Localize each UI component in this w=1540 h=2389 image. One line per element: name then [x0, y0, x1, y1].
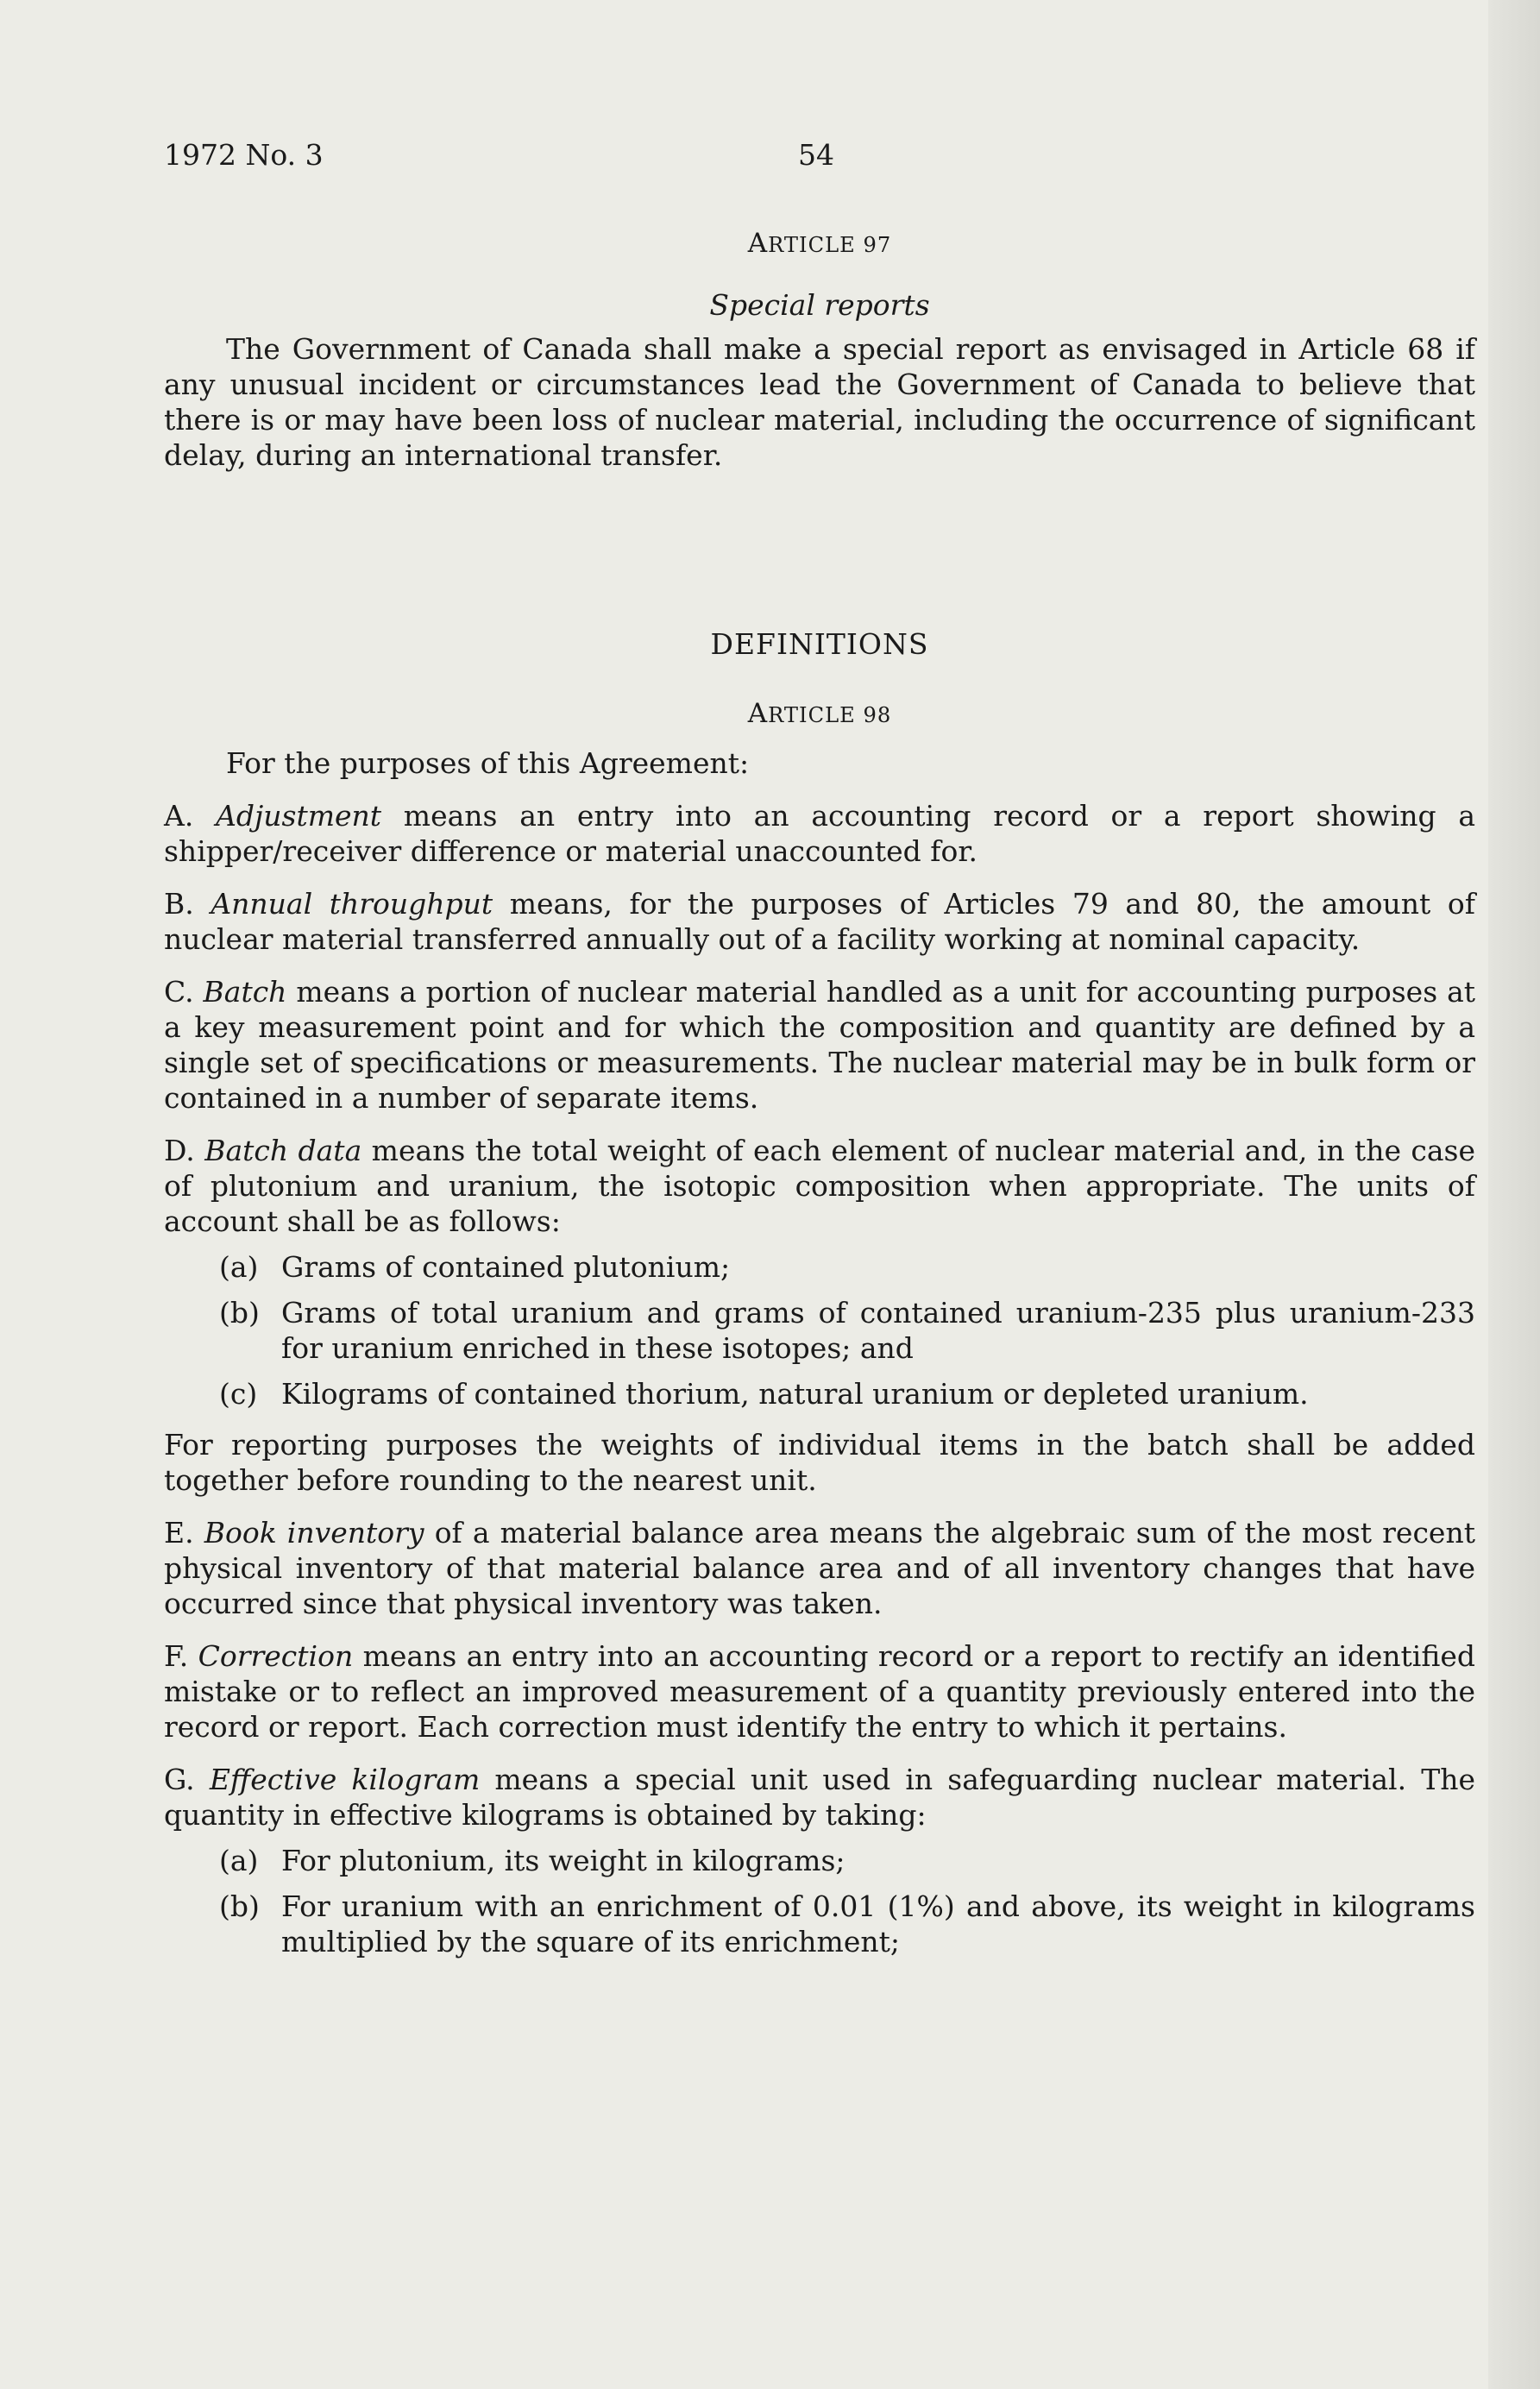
definition-f — [164, 1638, 1475, 1745]
definition-letter: E. — [164, 1516, 194, 1550]
subitem-text: For uranium with an enrichment of 0.01 (1%) and above, its weight in kilograms multiplied by the square of its enrichment; — [281, 1889, 1475, 1958]
definition-e — [164, 1515, 1475, 1621]
subitem-text: Grams of contained plutonium; — [281, 1250, 731, 1284]
subitem-text: Grams of total uranium and grams of contained uranium-235 plus uranium-233 for uranium enriched in these isotopes; and — [281, 1296, 1475, 1365]
definition-g-subitem-a — [164, 1843, 1475, 1878]
definition-text: means the total weight of each element of nuclear material and, in the case of plutonium and uranium, the isotopic composition when appropriate. The units of account shall be as follows: — [164, 1134, 1475, 1238]
definition-letter: D. — [164, 1134, 195, 1167]
definition-g — [164, 1762, 1475, 1833]
definition-text: of a material balance area means the algebraic sum of the most recent physical inventory of that material balance area and of all inventory changes that have occurred since that physical inventory was taken. — [164, 1516, 1475, 1620]
article-97-text: The Government of Canada shall make a special report as envisaged in Article 68 if any unusual incident or circumstances lead the Government of Canada to believe that there is or may have been loss of nuclear material, including the occurrence of significant delay, during an international transfer. — [164, 332, 1475, 472]
subitem-text: Kilograms of contained thorium, natural uranium or depleted uranium. — [281, 1377, 1309, 1411]
year-issue: 1972 No. 3 — [164, 138, 324, 172]
subitem-label: (b) — [219, 1889, 260, 1923]
definition-text: means a portion of nuclear material handled as a unit for accounting purposes at a key measurement point and for which the composition and quantity are defined by a single set of specifications or measurements. The nuclear material may be in bulk form or contained in a number of separate items. — [164, 975, 1476, 1115]
subitem-label: (a) — [219, 1844, 259, 1877]
page-edge-shadow — [1488, 0, 1540, 2389]
definition-d-subitem-c — [164, 1376, 1475, 1411]
definition-term: Correction — [198, 1639, 354, 1673]
definition-letter: A. — [164, 799, 194, 833]
definition-d — [164, 1133, 1475, 1239]
definition-text: means an entry into an accounting record or a report to rectify an identified mistake or to reflect an improved measurement of a quantity previously entered into the record or report. Each correction must identify the entry to which it pertains. — [164, 1639, 1475, 1744]
article-97-subheading: Special reports — [709, 288, 930, 322]
definitions-title: DEFINITIONS — [710, 627, 929, 661]
definition-g-subitem-b — [164, 1889, 1475, 1959]
definition-d-subitem-a — [164, 1249, 1475, 1285]
definition-d-subitem-b — [164, 1295, 1475, 1366]
subitem-label: (a) — [219, 1250, 259, 1284]
page-content — [164, 226, 1475, 1959]
definition-text: means a special unit used in safeguarding nuclear material. The quantity in effective kilograms is obtained by taking: — [164, 1763, 1475, 1832]
definition-letter: G. — [164, 1763, 195, 1796]
article-98-heading-rest: RTICLE 98 — [768, 703, 892, 727]
subitem-label: (b) — [219, 1296, 260, 1330]
definition-term: Batch data — [204, 1134, 362, 1167]
definitions-intro: For the purposes of this Agreement: — [226, 746, 750, 780]
subitem-text: For plutonium, its weight in kilograms; — [281, 1844, 845, 1877]
definition-d-reporting-note: For reporting purposes the weights of individual items in the batch shall be added together before rounding to the nearest unit. — [164, 1428, 1475, 1497]
article-98-heading — [164, 696, 1475, 733]
definition-term: Adjustment — [216, 799, 382, 833]
definition-term: Effective kilogram — [209, 1763, 481, 1796]
definition-text: means, for the purposes of Articles 79 and 80, the amount of nuclear material transferred annually out of a facility working at nominal capacity. — [164, 887, 1475, 956]
definition-letter: F. — [164, 1639, 189, 1673]
definition-letter: B. — [164, 887, 194, 921]
definition-term: Annual throughput — [211, 887, 493, 921]
article-98-heading-initial: A — [747, 698, 769, 729]
definition-term: Batch — [203, 975, 287, 1009]
definition-a — [164, 798, 1475, 869]
article-97-heading — [164, 226, 1475, 263]
page-number: 54 — [798, 138, 834, 172]
subitem-label: (c) — [219, 1377, 258, 1411]
definition-b — [164, 886, 1475, 957]
definition-c — [164, 974, 1475, 1116]
definition-term: Book inventory — [204, 1516, 424, 1550]
article-97-heading-initial: A — [747, 228, 769, 259]
definition-text: means an entry into an accounting record or a report showing a shipper/receiver difference or material unaccounted for. — [164, 799, 1475, 868]
article-97-heading-rest: RTICLE 97 — [768, 233, 892, 257]
definition-letter: C. — [164, 975, 194, 1009]
